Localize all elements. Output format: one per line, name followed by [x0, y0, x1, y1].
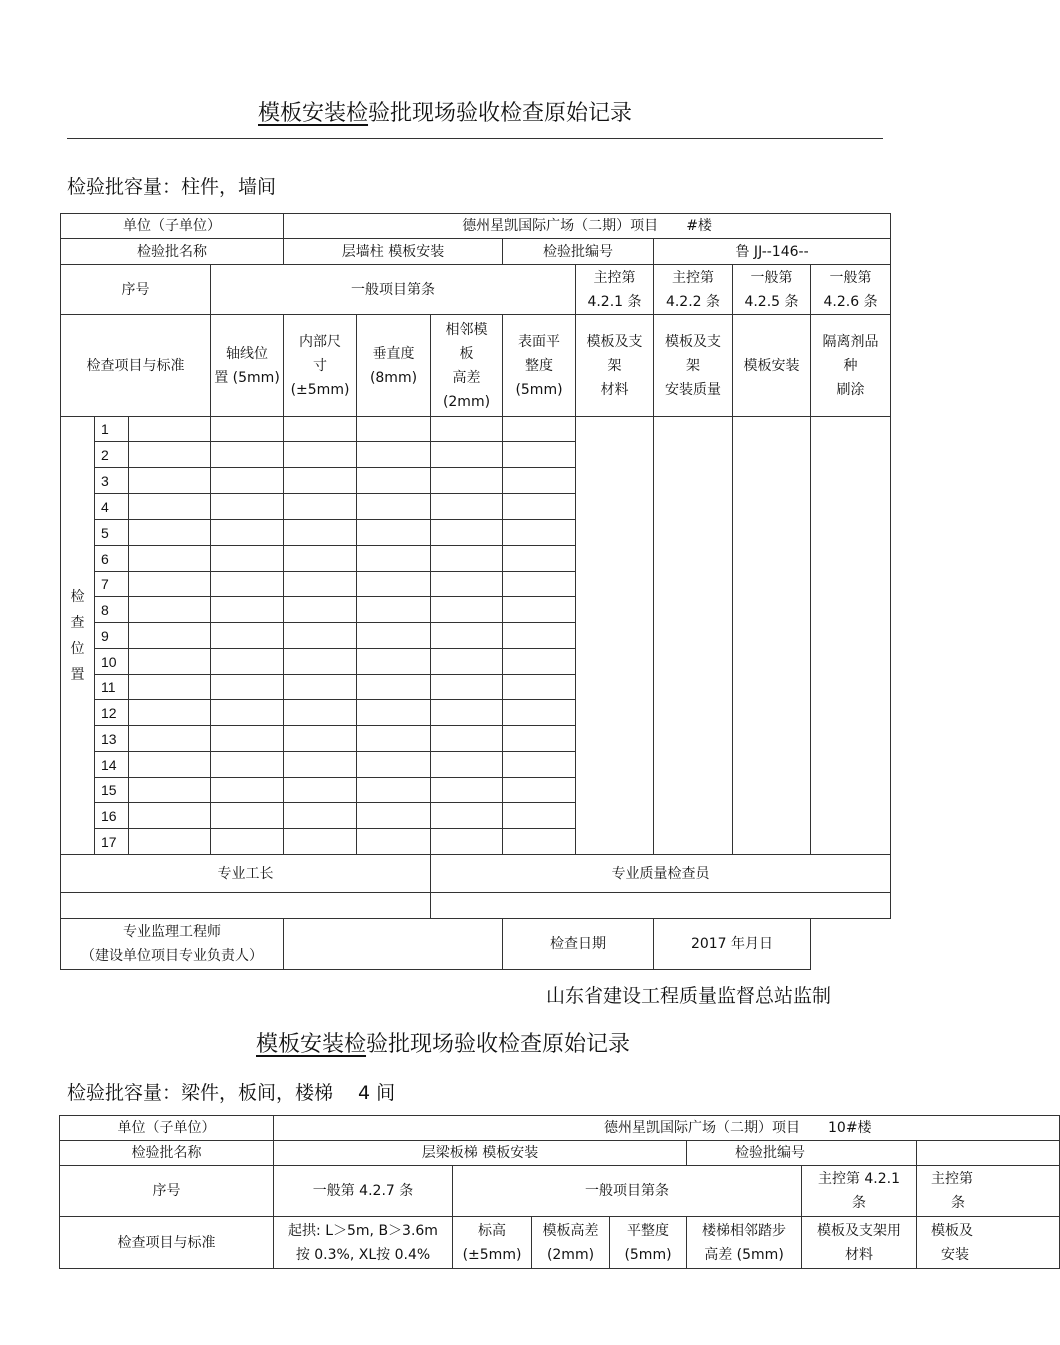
row-cell[interactable]	[503, 726, 576, 752]
row-cell[interactable]	[357, 649, 431, 675]
batch-no-label: 检验批编号	[503, 239, 654, 265]
unit-value: 德州星凯国际广场（二期）项目	[604, 1120, 800, 1136]
row-cell[interactable]	[211, 494, 284, 520]
row-cell[interactable]	[357, 442, 431, 468]
row-cell[interactable]	[129, 803, 211, 829]
row-cell[interactable]	[503, 520, 576, 546]
general-425-result[interactable]	[733, 417, 811, 855]
camber-header: 起拱: L＞5m, B＞3.6m 按 0.3%, XL按 0.4%	[274, 1217, 453, 1269]
title-divider	[67, 138, 883, 139]
row-cell[interactable]	[129, 623, 211, 649]
row-number: 15	[95, 778, 129, 803]
row-cell[interactable]	[284, 520, 357, 546]
row-cell[interactable]	[211, 572, 284, 597]
main-421-header: 主控第 4.2.1 条	[802, 1166, 917, 1217]
row-cell[interactable]	[503, 803, 576, 829]
unit-value-cell	[274, 1116, 1060, 1141]
supervisor-signature[interactable]	[284, 919, 503, 970]
row-cell[interactable]	[284, 752, 357, 778]
batch-no-value	[917, 1141, 1060, 1166]
row-cell[interactable]	[129, 494, 211, 520]
row-cell[interactable]	[503, 829, 576, 855]
clause-header: 主控第 4.2.1 条	[576, 265, 654, 315]
row-cell[interactable]	[211, 520, 284, 546]
row-cell[interactable]	[284, 468, 357, 494]
row-cell[interactable]	[284, 829, 357, 855]
row-cell[interactable]	[357, 417, 431, 442]
unit-value-cell	[284, 214, 891, 239]
general-clause-label: 一般项目第条	[211, 265, 576, 315]
row-cell[interactable]	[211, 726, 284, 752]
batch-name-value: 层墙柱 模板安装	[284, 239, 503, 265]
record2-capacity: 检验批容量：梁件，板间，楼梯 4 间	[67, 1082, 396, 1104]
row-cell[interactable]	[431, 726, 503, 752]
row-cell[interactable]	[129, 468, 211, 494]
row-cell[interactable]	[129, 778, 211, 803]
row-cell[interactable]	[357, 778, 431, 803]
item-header-flatness: 表面平 整度 (5mm)	[503, 315, 576, 417]
row-cell[interactable]	[503, 494, 576, 520]
row-cell[interactable]	[284, 726, 357, 752]
item-header-material: 模板及支架用 材料	[802, 1217, 917, 1269]
blank-cell	[811, 919, 891, 970]
seq-label: 序号	[60, 1166, 274, 1217]
row-cell[interactable]	[357, 468, 431, 494]
record1-title-underlined: 模板安装检	[258, 101, 369, 126]
clause-header: 一般第 4.2.6 条	[811, 265, 891, 315]
row-cell[interactable]	[129, 649, 211, 675]
item-header-axis: 轴线位 置 (5mm)	[211, 315, 284, 417]
clause-427: 一般第 4.2.7 条	[274, 1166, 453, 1217]
row-cell[interactable]	[129, 546, 211, 572]
row-cell[interactable]	[284, 546, 357, 572]
general-426-result[interactable]	[811, 417, 891, 855]
row-cell[interactable]	[284, 442, 357, 468]
standard-label: 检查项目与标准	[60, 1217, 274, 1269]
row-cell[interactable]	[211, 649, 284, 675]
row-cell[interactable]	[129, 726, 211, 752]
unit-building: 10#楼	[828, 1120, 872, 1136]
row-cell[interactable]	[129, 829, 211, 855]
item-header-vertical: 垂直度 (8mm)	[357, 315, 431, 417]
row-cell[interactable]	[211, 597, 284, 623]
record1-capacity: 检验批容量：柱件，墙间	[67, 176, 277, 198]
row-cell[interactable]	[503, 572, 576, 597]
row-cell[interactable]	[357, 752, 431, 778]
row-cell[interactable]	[211, 700, 284, 726]
batch-name-label: 检验批名称	[61, 239, 284, 265]
item-header-height-diff: 模板高差 (2mm)	[532, 1217, 610, 1269]
row-number: 7	[95, 572, 129, 597]
row-number: 3	[95, 468, 129, 494]
row-cell[interactable]	[357, 675, 431, 700]
row-number: 6	[95, 546, 129, 572]
unit-building: #楼	[686, 218, 712, 234]
issuer-note: 山东省建设工程质量监督总站监制	[546, 985, 832, 1007]
row-cell[interactable]	[357, 546, 431, 572]
clause-header: 一般第 4.2.5 条	[733, 265, 811, 315]
row-cell[interactable]	[211, 803, 284, 829]
item-header-adjacent: 相邻模 板 高差 (2mm)	[431, 315, 503, 417]
record2-title-rest: 验批现场验收检查原始记录	[366, 1032, 631, 1057]
row-cell[interactable]	[503, 752, 576, 778]
row-cell[interactable]	[357, 726, 431, 752]
row-cell[interactable]	[211, 778, 284, 803]
row-cell[interactable]	[129, 597, 211, 623]
row-cell[interactable]	[431, 520, 503, 546]
row-cell[interactable]	[284, 597, 357, 623]
foreman-label: 专业工长	[61, 855, 431, 893]
item-header-install: 模板及 安装	[917, 1217, 1060, 1269]
row-cell[interactable]	[284, 675, 357, 700]
row-cell[interactable]	[431, 778, 503, 803]
row-cell[interactable]	[431, 649, 503, 675]
item-header-elevation: 标高 (±5mm)	[453, 1217, 532, 1269]
row-cell[interactable]	[357, 494, 431, 520]
row-cell[interactable]	[503, 700, 576, 726]
row-number: 8	[95, 597, 129, 623]
unit-label: 单位（子单位）	[60, 1116, 274, 1141]
batch-no-value: 鲁 JJ--146--	[654, 239, 891, 265]
row-cell[interactable]	[503, 675, 576, 700]
row-cell[interactable]	[431, 417, 503, 442]
row-cell[interactable]	[284, 778, 357, 803]
row-cell[interactable]	[284, 649, 357, 675]
row-cell[interactable]	[357, 700, 431, 726]
record1-title	[258, 96, 632, 127]
row-cell[interactable]	[431, 623, 503, 649]
seq-label: 序号	[61, 265, 211, 315]
row-cell[interactable]	[284, 700, 357, 726]
row-cell[interactable]	[284, 572, 357, 597]
row-number: 2	[95, 442, 129, 468]
item-header-install-quality: 模板及支 架 安装质量	[654, 315, 733, 417]
main-421-result[interactable]	[576, 417, 654, 855]
record2-title-underlined: 模板安装检	[256, 1032, 367, 1057]
row-cell[interactable]	[431, 597, 503, 623]
row-number: 1	[95, 417, 129, 442]
row-cell[interactable]	[431, 803, 503, 829]
row-number: 14	[95, 752, 129, 778]
row-cell[interactable]	[357, 829, 431, 855]
item-header-inner-size: 内部尺 寸 (±5mm)	[284, 315, 357, 417]
row-cell[interactable]	[284, 803, 357, 829]
check-date-value: 2017 年月日	[654, 919, 811, 970]
row-cell[interactable]	[129, 417, 211, 442]
row-number: 10	[95, 649, 129, 675]
record1-table	[60, 213, 891, 970]
row-cell[interactable]	[129, 752, 211, 778]
item-header-stair-step: 楼梯相邻踏步 高差 (5mm)	[687, 1217, 802, 1269]
row-cell[interactable]	[357, 572, 431, 597]
row-cell[interactable]	[503, 546, 576, 572]
position-label: 检 查 位 置	[61, 417, 95, 855]
row-cell[interactable]	[129, 520, 211, 546]
row-cell[interactable]	[431, 752, 503, 778]
row-cell[interactable]	[503, 442, 576, 468]
batch-no-label: 检验批编号	[687, 1141, 917, 1166]
row-cell[interactable]	[431, 675, 503, 700]
row-cell[interactable]	[503, 649, 576, 675]
row-cell[interactable]	[211, 417, 284, 442]
row-number: 11	[95, 675, 129, 700]
supervisor-label: 专业监理工程师 （建设单位项目专业负责人）	[61, 919, 284, 970]
foreman-signature[interactable]	[61, 893, 431, 919]
inspector-label: 专业质量检查员	[431, 855, 891, 893]
item-header-install: 模板安装	[733, 315, 811, 417]
row-cell[interactable]	[284, 417, 357, 442]
batch-name-label: 检验批名称	[60, 1141, 274, 1166]
row-cell[interactable]	[431, 546, 503, 572]
record1-title-rest: 验批现场验收检查原始记录	[368, 101, 633, 126]
item-header-material: 模板及支 架 材料	[576, 315, 654, 417]
row-cell[interactable]	[431, 494, 503, 520]
row-cell[interactable]	[129, 572, 211, 597]
row-cell[interactable]	[357, 597, 431, 623]
item-header-flatness: 平整度 (5mm)	[610, 1217, 687, 1269]
item-header-release-agent: 隔离剂品 种 刷涂	[811, 315, 891, 417]
row-number: 12	[95, 700, 129, 726]
standard-label: 检查项目与标准	[61, 315, 211, 417]
row-cell[interactable]	[431, 829, 503, 855]
check-date-label: 检查日期	[503, 919, 654, 970]
unit-label: 单位（子单位）	[61, 214, 284, 239]
row-cell[interactable]	[129, 675, 211, 700]
row-cell[interactable]	[211, 442, 284, 468]
row-cell[interactable]	[284, 623, 357, 649]
row-cell[interactable]	[503, 417, 576, 442]
row-cell[interactable]	[431, 442, 503, 468]
main-next-header: 主控第 条	[917, 1166, 1060, 1217]
row-cell[interactable]	[284, 494, 357, 520]
row-cell[interactable]	[211, 468, 284, 494]
inspector-signature[interactable]	[431, 893, 891, 919]
row-cell[interactable]	[211, 829, 284, 855]
row-number: 4	[95, 494, 129, 520]
general-clause-label: 一般项目第条	[453, 1166, 802, 1217]
row-cell[interactable]	[503, 778, 576, 803]
row-cell[interactable]	[357, 803, 431, 829]
row-cell[interactable]	[357, 623, 431, 649]
row-cell[interactable]	[211, 675, 284, 700]
row-cell[interactable]	[129, 442, 211, 468]
clause-header: 主控第 4.2.2 条	[654, 265, 733, 315]
row-cell[interactable]	[357, 520, 431, 546]
record2-title	[256, 1027, 630, 1058]
row-cell[interactable]	[503, 623, 576, 649]
record2-table	[59, 1115, 1060, 1269]
row-cell[interactable]	[503, 468, 576, 494]
row-cell[interactable]	[503, 597, 576, 623]
record2-table-clip	[58, 1115, 973, 1275]
row-number: 13	[95, 726, 129, 752]
row-cell[interactable]	[431, 700, 503, 726]
row-cell[interactable]	[129, 700, 211, 726]
row-number: 5	[95, 520, 129, 546]
row-number: 16	[95, 803, 129, 829]
batch-name-value: 层梁板梯 模板安装	[274, 1141, 687, 1166]
row-number: 9	[95, 623, 129, 649]
row-number: 17	[95, 829, 129, 855]
unit-value: 德州星凯国际广场（二期）项目	[462, 218, 659, 234]
row-cell[interactable]	[431, 468, 503, 494]
row-cell[interactable]	[431, 572, 503, 597]
row-cell[interactable]	[211, 752, 284, 778]
row-cell[interactable]	[211, 546, 284, 572]
row-cell[interactable]	[211, 623, 284, 649]
main-422-result[interactable]	[654, 417, 733, 855]
